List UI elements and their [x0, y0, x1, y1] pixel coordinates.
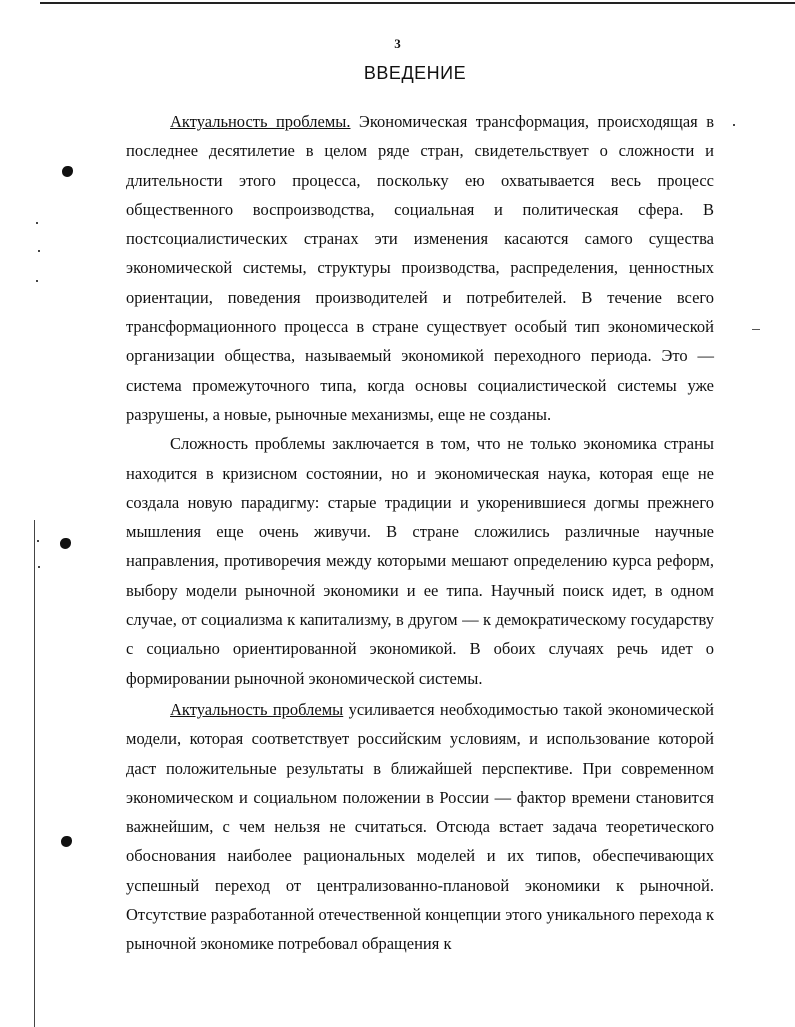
- paragraph-lead: Актуальность проблемы: [170, 699, 344, 719]
- page-title: ВВЕДЕНИЕ: [363, 63, 467, 83]
- paragraph: [126, 429, 714, 693]
- scan-speck: [38, 566, 40, 568]
- scan-top-border: [40, 2, 795, 4]
- body-text: [126, 107, 714, 959]
- paragraph-text: Экономическая трансформация, происходящая в последнее десятилетие в целом ряде стран, свидетельствует о сложности и длительности этого процесса, поскольку ею охватывается весь процесс общественного воспроизводства, социальная и политическая сфера. В постсоциалистических странах эти изменения касаются самого существа экономической системы, структуры производства, распределения, ценностных ориентации, поведения производителей и потребителей. В течение всего трансформационного процесса в стране существует особый тип экономической организации общества, называемый экономикой переходного периода. Это — система промежуточного типа, когда основы социалистической системы уже разрушены, а новые, рыночные механизмы, еще не созданы.: [126, 112, 714, 424]
- scan-dash: [752, 329, 760, 330]
- scan-blot: [60, 538, 71, 549]
- paragraph-text: Сложность проблемы заключается в том, что не только экономика страны находится в кризисном состоянии, но и экономическая наука, которая еще не создала новую парадигму: старые традиции и укоренившиеся догмы прежнего мышления еще очень живучи. В стране сложились различные научные направления, противоречия между которыми мешают определению курса реформ, выбору модели рыночной экономики и ее типа. Научный поиск идет, в одном случае, от социализма к капитализму, в другом — к демократическому государству с социально ориентированной экономикой. В обоих случаях речь идет о формировании рыночной экономической системы.: [126, 434, 714, 688]
- scan-left-border: [34, 520, 35, 1027]
- page-number: 3: [394, 36, 401, 51]
- scan-blot: [62, 166, 73, 177]
- scan-speck: [36, 222, 38, 224]
- paragraph: [126, 107, 714, 429]
- paragraph-lead: Актуальность проблемы.: [170, 112, 351, 131]
- scan-speck: [36, 280, 38, 282]
- scan-speck: [38, 250, 40, 252]
- scan-speck: [37, 540, 39, 542]
- paragraph: [126, 695, 714, 959]
- paragraph-text: усиливается необходимостью такой экономической модели, которая соответствует российским условиям, и использование которой даст положительные результаты в ближайшей перспективе. При современном экономическом и социальном положении в России — фактор времени становится важнейшим, с чем нельзя не считаться. Отсюда встает задача теоретического обоснования наиболее рациональных моделей и их типов, обеспечивающих успешный переход от централизованно-плановой экономики к рыночной. Отсутствие разработанной отечественной концепции этого уникального перехода к рыночной экономике потребовал обращения к: [126, 699, 714, 954]
- scan-blot: [61, 836, 72, 847]
- scan-speck: [733, 124, 735, 126]
